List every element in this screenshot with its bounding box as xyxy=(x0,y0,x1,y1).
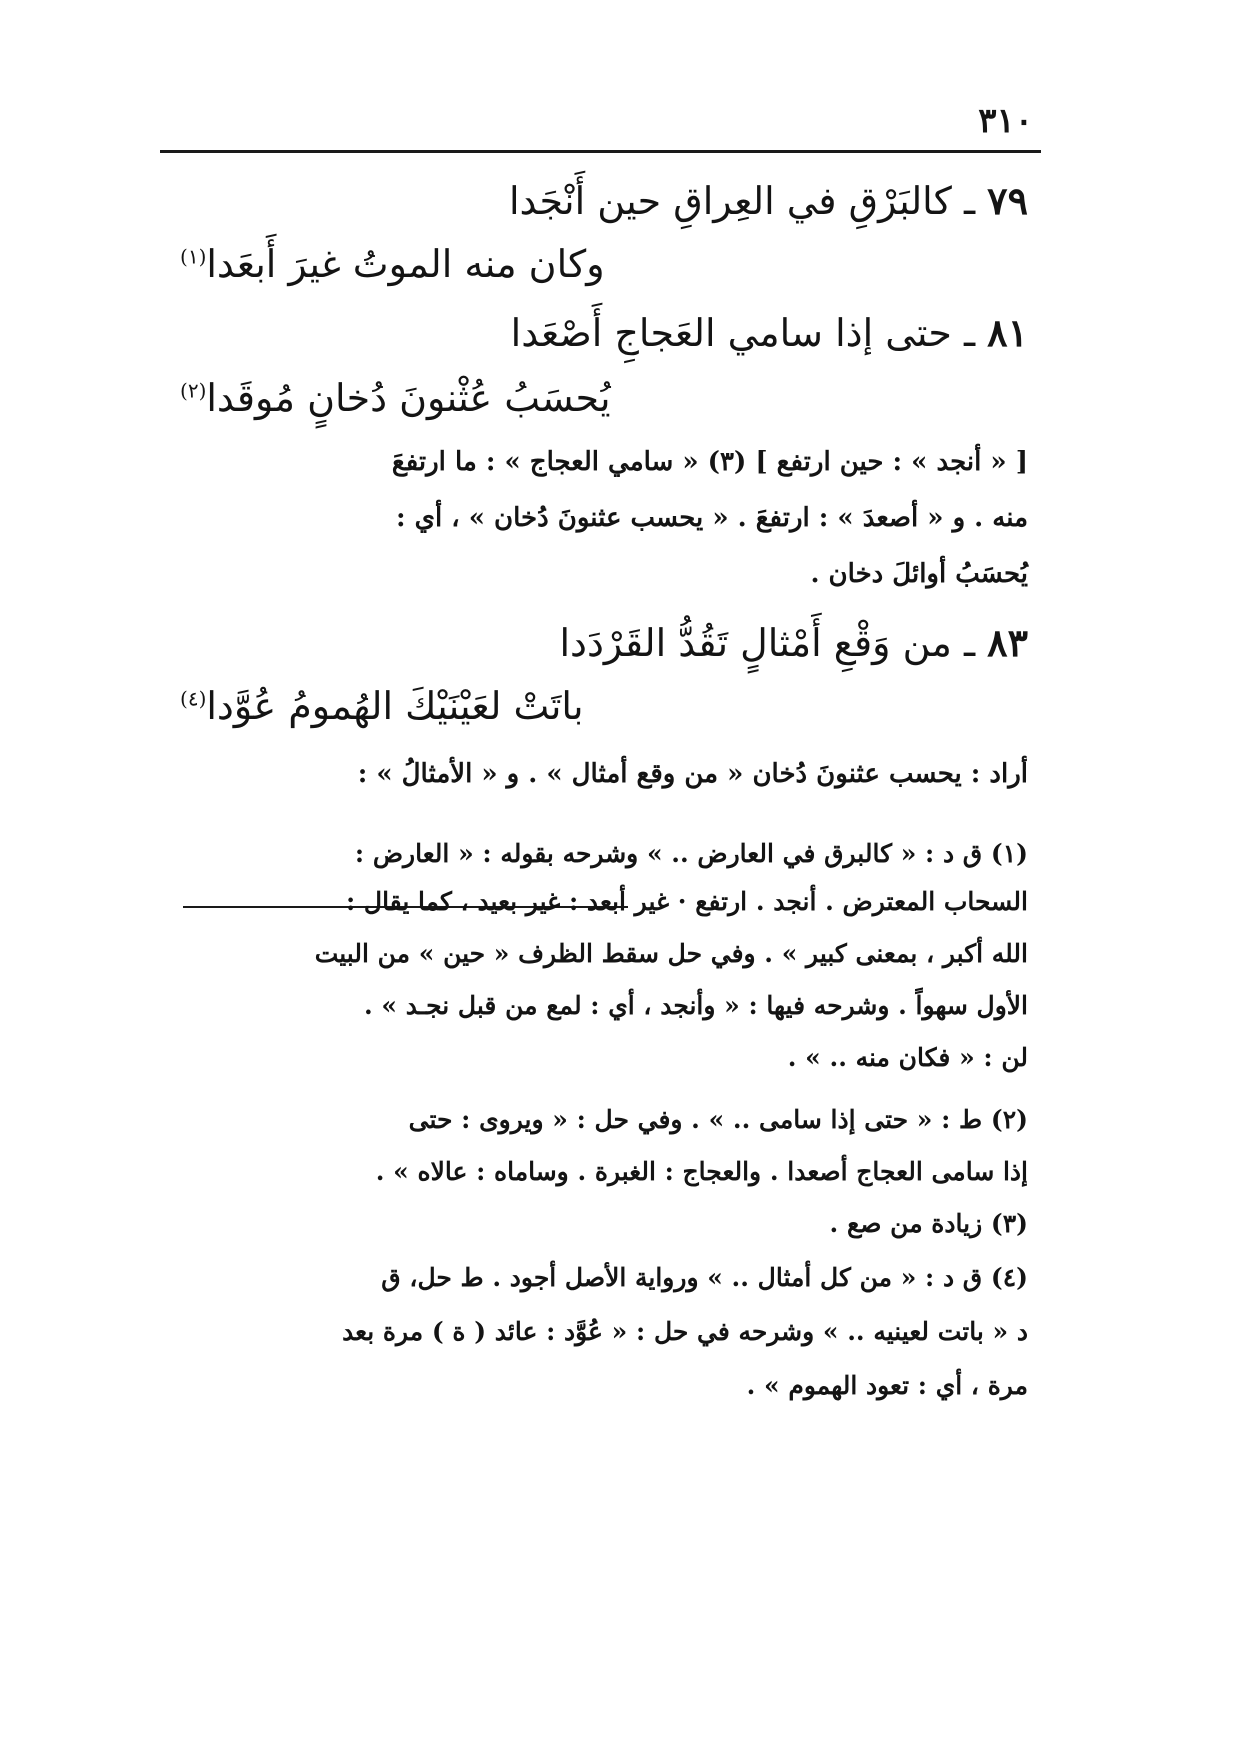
footnote-line: السحاب المعترض . أنجد . ارتفع · غير أبعد : غير بعيد ، كما يقال : xyxy=(345,887,1028,916)
footnote-line: (٣) زيادة من صع . xyxy=(829,1209,1028,1238)
verse-dash: ـ xyxy=(951,311,976,355)
verse-81-second-hemistich xyxy=(180,376,611,422)
verse-dash: ـ xyxy=(951,179,976,223)
commentary-line: يُحسَبُ أوائلَ دخان . xyxy=(810,559,1028,589)
footnote-line: إذا سامى العجاج أصعدا . والعجاج : الغبرة . وساماه : عالاه » . xyxy=(375,1157,1028,1186)
verse-text: باتَتْ لعَيْنَيْكَ الهُمومُ عُوَّدا xyxy=(206,684,584,728)
header-rule xyxy=(160,150,1041,153)
footnote-line: (٢) ط : « حتى إذا سامى .. » . وفي حل : « ويروى : حتى xyxy=(408,1105,1028,1134)
verse-83-second-hemistich xyxy=(180,684,584,730)
footnote-line: د « باتت لعينيه .. » وشرحه في حل : « عُوَّد : عائد ( ة ) مرة بعد xyxy=(342,1317,1028,1346)
footnote-line: (١) ق د : « كالبرق في العارض .. » وشرحه بقوله : « العارض : xyxy=(354,839,1028,868)
verse-text: حتى إذا سامي العَجاجِ أَصْعَدا xyxy=(510,311,952,355)
commentary-line: أراد : يحسب عثنونَ دُخان « من وقع أمثال » . و « الأمثالُ » : xyxy=(357,759,1028,789)
verse-81-first-hemistich xyxy=(511,310,1028,357)
verse-number: ٨١ xyxy=(987,310,1028,355)
verse-text: من وَقْعِ أَمْثالٍ تَقُدُّ القَرْدَدا xyxy=(559,621,952,665)
footnote-ref: (١) xyxy=(180,244,207,269)
footnote-line: لن : « فكان منه .. » . xyxy=(787,1043,1028,1072)
verse-text: وكان منه الموتُ غيرَ أَبعَدا xyxy=(206,242,605,286)
verse-text: يُحسَبُ عُثْنونَ دُخانٍ مُوقَدا xyxy=(206,376,611,420)
verse-83-first-hemistich xyxy=(559,620,1028,667)
footnote-ref: (٤) xyxy=(180,686,207,711)
footnote-line: (٤) ق د : « من كل أمثال .. » ورواية الأصل أجود . ط حل، ق xyxy=(381,1263,1028,1292)
verse-number: ٧٩ xyxy=(987,178,1028,223)
footnote-line: الأول سهواً . وشرحه فيها : « وأنجد ، أي : لمع من قبل نجـد » . xyxy=(363,991,1028,1020)
verse-text: كالبَرْقِ في العِراقِ حين أَنْجَدا xyxy=(509,179,952,223)
commentary-line: منه . و « أصعدَ » : ارتفعَ . « يحسب عثنونَ دُخان » ، أي : xyxy=(396,503,1028,533)
footnote-line: الله أكبر ، بمعنى كبير » . وفي حل سقط الظرف « حين » من البيت xyxy=(314,939,1028,968)
commentary-line: [ « أنجد » : حين ارتفع ] (٣) « سامي العجاج » : ما ارتفعَ xyxy=(391,447,1028,477)
verse-79-second-hemistich xyxy=(180,242,605,288)
verse-dash: ـ xyxy=(951,621,976,665)
verse-79-first-hemistich xyxy=(509,178,1028,225)
footnote-ref: (٢) xyxy=(180,378,207,403)
footnote-line: مرة ، أي : تعود الهموم » . xyxy=(746,1371,1028,1400)
verse-number: ٨٣ xyxy=(987,620,1028,665)
page-number: ٣١٠ xyxy=(978,101,1033,141)
